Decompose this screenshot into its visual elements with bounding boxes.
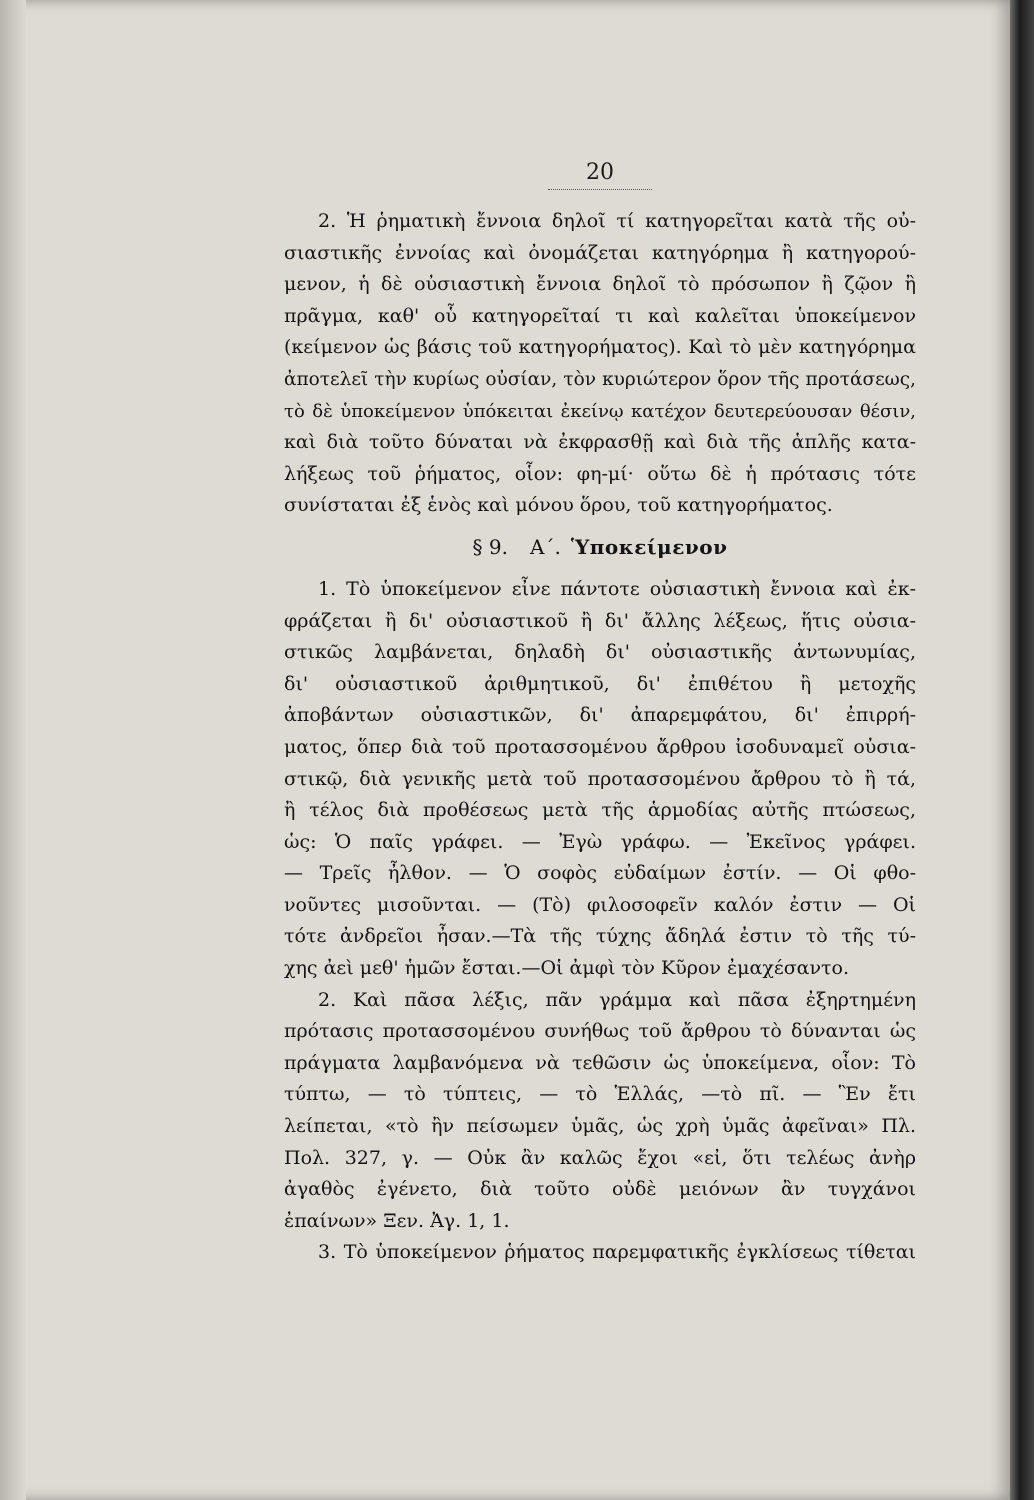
text-line: ὡς: Ὁ παῖς γράφει. — Ἐγὼ γράφω. — Ἐκεῖνος γράφει. — [284, 830, 916, 853]
scan-right-border — [1010, 0, 1034, 1500]
text-line: 1. Τὸ ὑποκείμενον εἶνε πάντοτε οὐσιαστικὴ ἔννοια καὶ ἐκ- — [318, 577, 916, 600]
text-line: νοῦντες μισοῦνται. — (Τὸ) φιλοσοφεῖν καλόν ἐστιν — Οἱ — [284, 893, 916, 916]
text-line: στικῶς λαμβάνεται, δηλαδὴ δι' οὐσιαστικῆς ἀντωνυμίας, — [284, 641, 916, 664]
text-line: ἢ τέλος διὰ προθέσεως μετὰ τῆς ἁρμοδίας αὐτῆς πτώσεως, — [284, 799, 916, 822]
text-line: 2. Ἡ ῥηματικὴ ἔννοια δηλοῖ τί κατηγορεῖται κατὰ τῆς οὐ- — [318, 210, 916, 232]
text-line: 2. Καὶ πᾶσα λέξις, πᾶν γράμμα καὶ πᾶσα ἐξηρτημένη — [318, 988, 916, 1011]
section-letter: Α΄. — [530, 534, 561, 559]
text-line: πράγματα λαμβανόμενα νὰ τεθῶσιν ὡς ὑποκείμενα, οἷον: Τὸ — [284, 1051, 916, 1074]
page-left-edge — [0, 0, 26, 1500]
text-line: λείπεται, «τὸ ἢν πείσωμεν ὑμᾶς, ὡς χρὴ ὑμᾶς ἀφεῖναι» Πλ. — [284, 1115, 916, 1138]
text-line: τὸ δὲ ὑποκείμενον ὑπόκειται ἐκείνῳ κατέχον δευτερεύουσαν θέσιν, — [284, 400, 916, 422]
text-line: μενον, ἡ δὲ οὐσιαστικὴ ἔννοια δηλοῖ τὸ πρόσωπον ἢ ζῷον ἢ — [284, 273, 916, 296]
paragraph-2 — [284, 574, 916, 985]
text-line: ἀποτελεῖ τὴν κυρίως οὐσίαν, τὸν κυριώτερον ὅρον τῆς προτάσεως, — [284, 368, 916, 390]
text-line: (κείμενον ὡς βάσις τοῦ κατηγορήματος). Καὶ τὸ μὲν κατηγόρημα — [284, 336, 916, 359]
text-line: δι' οὐσιαστικοῦ ἀριθμητικοῦ, δι' ἐπιθέτου ἢ μετοχῆς — [284, 672, 916, 695]
paragraph-3 — [284, 985, 916, 1238]
text-line: σιαστικῆς ἐννοίας καὶ ὀνομάζεται κατηγόρημα ἢ κατηγορού- — [284, 241, 916, 264]
text-line: στικῷ, διὰ γενικῆς μετὰ τοῦ προτασσομένου ἄρθρου τὸ ἢ τά, — [284, 767, 916, 790]
paragraph-4 — [284, 1237, 916, 1269]
text-line: χης ἀεὶ μεθ' ἡμῶν ἔσται.—Οἱ ἀμφὶ τὸν Κῦρον ἐμαχέσαντο. — [284, 957, 850, 980]
text-line: καὶ διὰ τοῦτο δύναται νὰ ἐκφρασθῇ καὶ διὰ τῆς ἁπλῆς κατα- — [284, 431, 916, 454]
page-number-rule — [548, 189, 652, 190]
text-line: Πολ. 327, γ. — Οὐκ ἂν καλῶς ἔχοι «εἰ, ὅτι τελέως ἀνὴρ — [284, 1146, 916, 1169]
text-line: πρότασις προτασσομένου συνήθως τοῦ ἄρθρου τὸ δύνανται ὡς — [284, 1020, 916, 1043]
page-number: 20 — [586, 160, 614, 185]
body-text — [284, 206, 916, 1269]
section-heading — [284, 522, 916, 574]
section-number: § 9. — [472, 534, 508, 559]
text-line: 3. Τὸ ὑποκείμενον ῥήματος παρεμφατικῆς ἐγκλίσεως τίθεται — [318, 1241, 916, 1264]
text-line: ἐπαίνων» Ξεν. Ἀγ. 1, 1. — [284, 1209, 510, 1232]
text-line: τότε ἀνδρεῖοι ἦσαν.—Τὰ τῆς τύχης ἄδηλά ἐστιν τὸ τῆς τύ- — [284, 925, 916, 948]
text-line: — Τρεῖς ἦλθον. — Ὁ σοφὸς εὐδαίμων ἐστίν. — Οἱ φθο- — [284, 862, 916, 885]
text-line: συνίσταται ἐξ ἑνὸς καὶ μόνου ὅρου, τοῦ κατηγορήματος. — [284, 494, 833, 517]
text-line: ἀποβάντων οὐσιαστικῶν, δι' ἀπαρεμφάτου, δι' ἐπιρρή- — [284, 704, 916, 727]
section-title: Ὑποκείμενον — [570, 534, 728, 559]
text-line: φράζεται ἢ δι' οὐσιαστικοῦ ἢ δι' ἄλλης λέξεως, ἥτις οὐσια- — [284, 609, 916, 632]
text-line: λήξεως τοῦ ῥήματος, οἷον: φη-μί· οὕτω δὲ ἡ πρότασις τότε — [284, 462, 916, 485]
text-line: τύπτω, — τὸ τύπτεις, — τὸ Ἑλλάς, —τὸ πῖ. — Ἓν ἔτι — [284, 1083, 916, 1106]
text-line: πρᾶγμα, καθ' οὗ κατηγορεῖταί τι καὶ καλεῖται ὑποκείμενον — [284, 304, 916, 327]
text-line: ἀγαθὸς ἐγένετο, διὰ τοῦτο οὐδὲ μειόνων ἂν τυγχάνοι — [284, 1178, 916, 1201]
text-line: ματος, ὅπερ διὰ τοῦ προτασσομένου ἄρθρου ἰσοδυναμεῖ οὐσια- — [284, 735, 916, 758]
paragraph-1 — [284, 206, 916, 522]
